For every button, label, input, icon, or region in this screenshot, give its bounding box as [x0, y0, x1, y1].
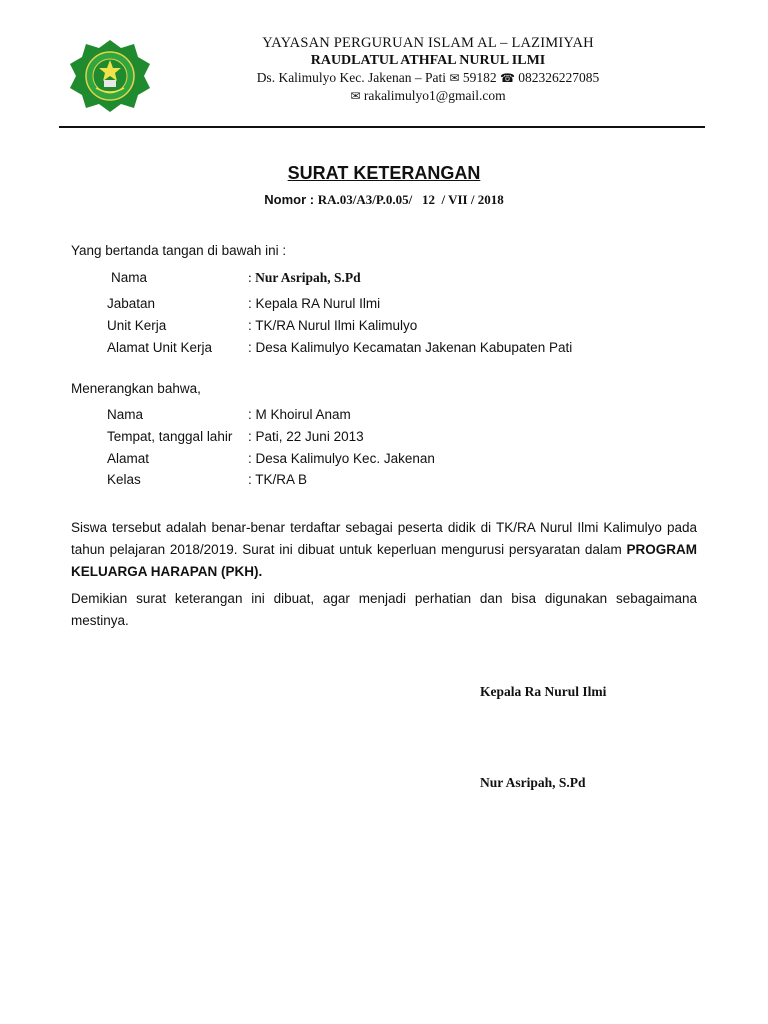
document-title: SURAT KETERANGAN — [287, 163, 481, 183]
telephone-icon: ☎ — [499, 71, 515, 85]
signer-row — [107, 318, 707, 336]
signer-row — [107, 296, 707, 314]
signature-name: Nur Asripah, S.Pd — [480, 775, 586, 790]
mailbox-icon: ✉ — [449, 71, 460, 85]
statement-text: Menerangkan bahwa, — [71, 381, 201, 396]
field-label: Jabatan — [107, 296, 156, 311]
letterhead-divider — [59, 126, 705, 128]
field-label: Kelas — [107, 472, 141, 487]
email-line — [168, 87, 688, 105]
field-label: Alamat Unit Kerja — [107, 340, 213, 355]
signer-row — [111, 270, 711, 288]
field-value: : Desa Kalimulyo Kec. Jakenan — [248, 451, 435, 466]
letterhead — [168, 35, 688, 105]
student-row — [107, 429, 707, 447]
program-name: PROGRAM KELUARGA HARAPAN (PKH). — [71, 542, 697, 579]
address-line — [168, 69, 688, 87]
field-value: : Nur Asripah, S.Pd — [248, 270, 361, 285]
email: rakalimulyo1@gmail.com — [363, 88, 506, 103]
foundation-name: YAYASAN PERGURUAN ISLAM AL – LAZIMIYAH — [262, 35, 594, 51]
number-prefix: Nomor : — [264, 192, 315, 207]
school-logo-icon — [66, 38, 154, 114]
number-value: RA.03/A3/P.0.05/ 12 / VII / 2018 — [317, 192, 504, 207]
document-number — [0, 192, 768, 208]
field-value: : M Khoirul Anam — [248, 407, 351, 422]
field-label: Alamat — [107, 451, 150, 466]
field-value: : Pati, 22 Juni 2013 — [248, 429, 364, 444]
address: Ds. Kalimulyo Kec. Jakenan – Pati — [256, 70, 447, 85]
closing-paragraph: Demikian surat keterangan ini dibuat, agar menjadi perhatian dan bisa digunakan sebagaimana mestinya. — [71, 591, 697, 628]
field-label: Nama — [111, 270, 148, 285]
field-value: : Desa Kalimulyo Kecamatan Jakenan Kabupaten Pati — [248, 340, 573, 355]
field-value: : TK/RA B — [248, 472, 308, 487]
intro-text: Yang bertanda tangan di bawah ini : — [71, 243, 287, 258]
signer-row — [107, 340, 707, 358]
body-paragraph: Siswa tersebut adalah benar-benar terdaftar sebagai peserta didik di TK/RA Nurul Ilmi Kalimulyo pada tahun pelajaran 2018/2019. Surat ini dibuat untuk keperluan mengurusi persyaratan dalam PROGRAM KELUARGA HARAPAN (PKH). — [71, 520, 697, 579]
student-row — [107, 407, 707, 425]
postal-code: 59182 — [462, 70, 497, 85]
phone-number: 082326227085 — [518, 70, 600, 85]
school-name: RAUDLATUL ATHFAL NURUL ILMI — [310, 53, 546, 68]
field-value: : TK/RA Nurul Ilmi Kalimulyo — [248, 318, 418, 333]
student-row — [107, 451, 707, 469]
field-label: Nama — [107, 407, 144, 422]
field-label: Unit Kerja — [107, 318, 167, 333]
field-label: Tempat, tanggal lahir — [107, 429, 233, 444]
field-value: : Kepala RA Nurul Ilmi — [248, 296, 381, 311]
signature-position: Kepala Ra Nurul Ilmi — [480, 684, 607, 699]
envelope-icon: ✉ — [350, 89, 361, 103]
student-row — [107, 472, 707, 490]
